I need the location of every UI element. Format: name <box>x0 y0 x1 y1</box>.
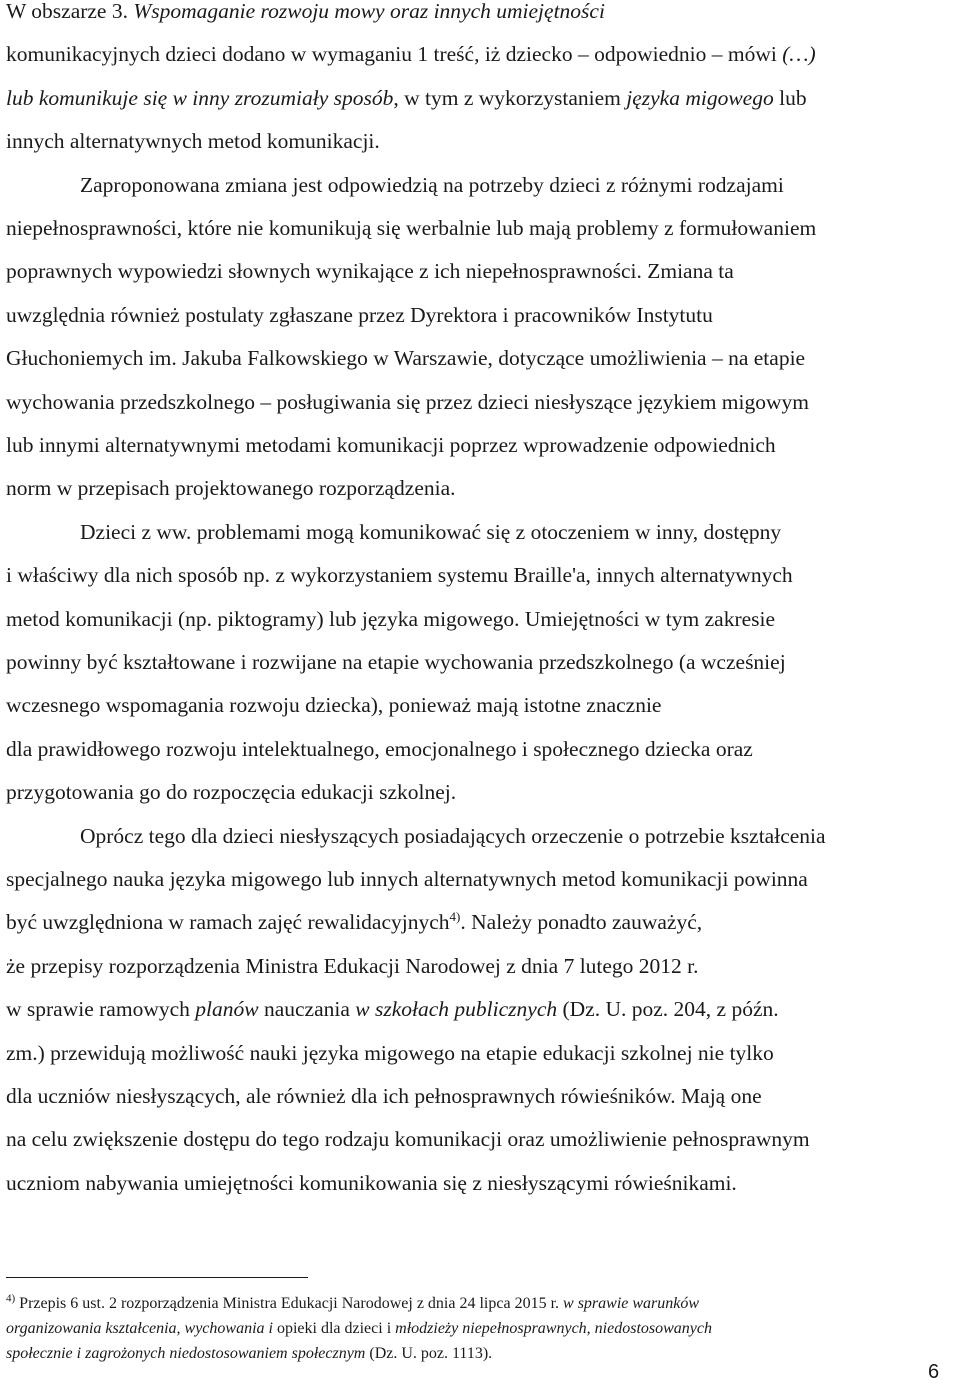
text-run: (Dz. U. poz. 204, z późn. <box>557 997 779 1021</box>
text-run: W obszarze 3. <box>6 0 134 23</box>
text-run: lub komunikuje się w inny zrozumiały sposób <box>6 86 394 110</box>
text-run: dla uczniów niesłyszących, ale również dla ich pełnosprawnych rówieśników. Mają one <box>6 1084 762 1108</box>
text-line <box>6 866 954 892</box>
text-line <box>6 1170 954 1196</box>
text-run: (…) <box>782 42 816 66</box>
text-run: komunikacyjnych dzieci dodano w wymaganiu 1 treść, iż dziecko – odpowiednio – mówi <box>6 42 783 66</box>
footnote-line <box>6 1344 954 1364</box>
text-run: w sprawie warunków <box>563 1295 700 1312</box>
text-run: Przepis 6 ust. 2 rozporządzenia Ministra Edukacji Narodowej z dnia 24 lipca 2015 r. <box>15 1295 564 1312</box>
text-line <box>6 345 954 371</box>
text-run: innych alternatywnych metod komunikacji. <box>6 129 380 153</box>
footnote-line <box>6 1319 954 1339</box>
text-run: młodzieży niepełnosprawnych, niedostosowanych <box>395 1320 712 1337</box>
text-run: Wspomaganie rozwoju mowy oraz innych umiejętności <box>133 0 605 23</box>
text-line <box>6 649 954 675</box>
text-run: . Należy ponadto zauważyć, <box>460 910 703 934</box>
footnote-separator <box>6 1277 308 1278</box>
text-line <box>6 475 954 501</box>
text-line <box>6 562 954 588</box>
text-run: powinny być kształtowane i rozwijane na etapie wychowania przedszkolnego (a wcześniej <box>6 650 786 674</box>
text-line <box>6 909 954 935</box>
text-run: języka migowego <box>626 86 774 110</box>
footnote-line <box>6 1294 954 1314</box>
text-run: i właściwy dla nich sposób np. z wykorzystaniem systemu Braille'a, innych alternatywnych <box>6 563 793 587</box>
text-run: norm w przepisach projektowanego rozporządzenia. <box>6 476 456 500</box>
text-line <box>6 996 954 1022</box>
text-run: niepełnosprawności, które nie komunikują się werbalnie lub mają problemy z formułowaniem <box>6 216 817 240</box>
text-run: być uwzględniona w ramach zajęć rewalidacyjnych <box>6 910 450 934</box>
text-run: Dzieci z ww. problemami mogą komunikować się z otoczeniem w inny, dostępny <box>80 520 782 544</box>
text-run: że przepisy rozporządzenia Ministra Edukacji Narodowej z dnia 7 lutego 2012 r. <box>6 954 699 978</box>
text-line <box>6 736 954 762</box>
text-line <box>6 389 954 415</box>
text-line <box>6 85 954 111</box>
text-run: lub innymi alternatywnymi metodami komunikacji poprzez wprowadzenie odpowiednich <box>6 433 776 457</box>
text-run: organizowania kształcenia, wychowania i <box>6 1320 277 1337</box>
text-run: (Dz. U. poz. 1113). <box>365 1345 493 1362</box>
text-line <box>6 215 954 241</box>
text-run: wczesnego wspomagania rozwoju dziecka), ponieważ mają istotne znacznie <box>6 693 662 717</box>
text-line <box>6 779 954 805</box>
text-line <box>6 1126 954 1152</box>
text-run: Głuchoniemych im. Jakuba Falkowskiego w Warszawie, dotyczące umożliwienia – na etapie <box>6 346 806 370</box>
text-run: specjalnego nauka języka migowego lub innych alternatywnych metod komunikacji powinna <box>6 867 808 891</box>
text-run: lub <box>773 86 807 110</box>
text-run: zm.) przewidują możliwość nauki języka migowego na etapie edukacji szkolnej nie tylko <box>6 1041 774 1065</box>
text-run: opieki dla dzieci i <box>276 1320 396 1337</box>
footnote-reference: 4) <box>6 1292 16 1305</box>
text-run: poprawnych wypowiedzi słownych wynikające z ich niepełnosprawności. Zmiana ta <box>6 259 734 283</box>
text-run: społecznie i zagrożonych niedostosowaniem społecznym <box>6 1345 366 1362</box>
text-run: w sprawie ramowych <box>6 997 196 1021</box>
text-run: planów <box>195 997 259 1021</box>
text-run: Zaproponowana zmiana jest odpowiedzią na potrzeby dzieci z różnymi rodzajami <box>80 173 784 197</box>
text-line <box>6 1040 954 1066</box>
text-line <box>6 953 954 979</box>
text-run: uczniom nabywania umiejętności komunikowania się z niesłyszącymi rówieśnikami. <box>6 1171 737 1195</box>
text-line <box>6 692 954 718</box>
page-number: 6 <box>928 1361 940 1383</box>
text-run: , w tym z wykorzystaniem <box>393 86 627 110</box>
text-line <box>6 302 954 328</box>
text-line <box>6 1083 954 1109</box>
text-line <box>80 823 954 849</box>
text-run: nauczania <box>258 997 356 1021</box>
text-run: w szkołach publicznych <box>355 997 558 1021</box>
text-run: przygotowania go do rozpoczęcia edukacji szkolnej. <box>6 780 457 804</box>
text-line <box>6 128 954 154</box>
text-run: na celu zwiększenie dostępu do tego rodzaju komunikacji oraz umożliwienie pełnosprawnym <box>6 1127 810 1151</box>
text-run: wychowania przedszkolnego – posługiwania się przez dzieci niesłyszące językiem migowym <box>6 390 809 414</box>
text-line <box>6 432 954 458</box>
footnote-reference: 4) <box>449 908 461 924</box>
text-run: dla prawidłowego rozwoju intelektualnego, emocjonalnego i społecznego dziecka oraz <box>6 737 753 761</box>
text-line <box>80 172 954 198</box>
text-line <box>6 0 954 24</box>
text-line <box>6 41 954 67</box>
text-run: uwzględnia również postulaty zgłaszane przez Dyrektora i pracowników Instytutu <box>6 303 713 327</box>
text-line <box>80 519 954 545</box>
text-line <box>6 606 954 632</box>
text-run: Oprócz tego dla dzieci niesłyszących posiadających orzeczenie o potrzebie kształcenia <box>80 824 826 848</box>
text-run: metod komunikacji (np. piktogramy) lub języka migowego. Umiejętności w tym zakresie <box>6 607 776 631</box>
text-line <box>6 258 954 284</box>
